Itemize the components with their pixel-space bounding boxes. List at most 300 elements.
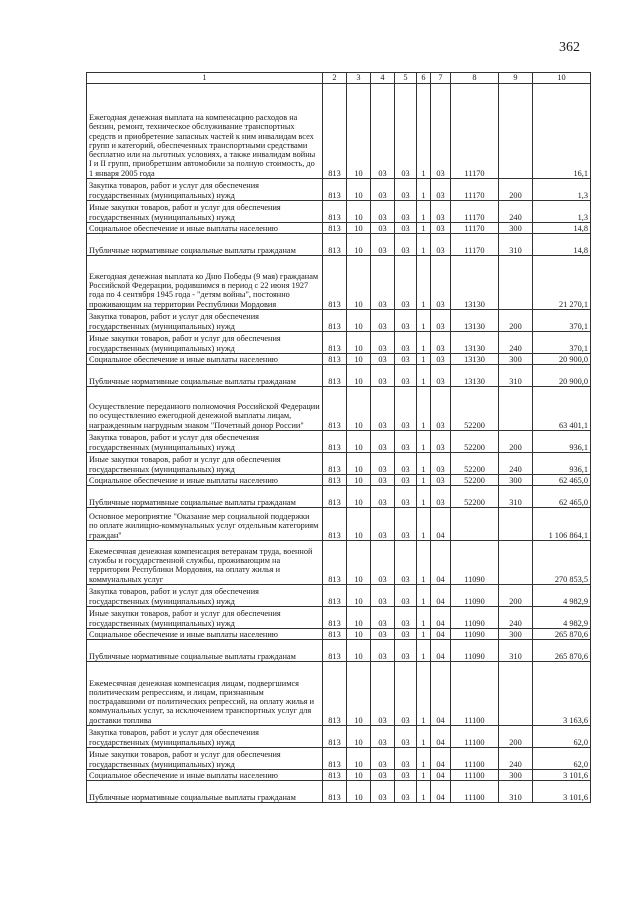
row-section-cell: 10 <box>347 179 371 201</box>
row-amount-cell: 370,1 <box>533 310 591 332</box>
table-row <box>87 475 591 486</box>
row-program-cell: 03 <box>395 431 417 453</box>
column-header: 6 <box>417 73 431 84</box>
row-section-cell: 10 <box>347 748 371 770</box>
row-program-cell: 03 <box>395 770 417 781</box>
row-name-cell: Ежемесячная денежная компенсация ветеранам труда, военной службы и государственной службы, проживающим на территории Республики Мордовия, на оплату жилья и коммунальных услуг <box>87 541 323 585</box>
row-target-cell: 11090 <box>451 541 499 585</box>
row-activity-cell: 04 <box>431 770 451 781</box>
row-code-cell: 813 <box>323 748 347 770</box>
row-subprogram-cell: 1 <box>417 585 431 607</box>
row-expense-type-cell: 240 <box>499 748 533 770</box>
row-subprogram-cell: 1 <box>417 256 431 310</box>
row-name-cell: Социальное обеспечение и иные выплаты населению <box>87 223 323 234</box>
row-code-cell: 813 <box>323 508 347 541</box>
row-target-cell: 11170 <box>451 234 499 256</box>
row-name-cell: Социальное обеспечение и иные выплаты населению <box>87 629 323 640</box>
row-expense-type-cell: 310 <box>499 486 533 508</box>
row-activity-cell: 04 <box>431 726 451 748</box>
row-program-cell: 03 <box>395 365 417 387</box>
row-activity-cell: 04 <box>431 607 451 629</box>
row-activity-cell: 03 <box>431 453 451 475</box>
row-activity-cell: 04 <box>431 781 451 803</box>
row-name-cell: Публичные нормативные социальные выплаты гражданам <box>87 365 323 387</box>
row-amount-cell: 1,3 <box>533 179 591 201</box>
row-program-cell: 03 <box>395 256 417 310</box>
row-subprogram-cell: 1 <box>417 662 431 726</box>
row-subsection-cell: 03 <box>371 387 395 431</box>
row-expense-type-cell: 200 <box>499 431 533 453</box>
row-expense-type-cell: 240 <box>499 332 533 354</box>
row-expense-type-cell: 200 <box>499 726 533 748</box>
row-name-cell: Публичные нормативные социальные выплаты гражданам <box>87 234 323 256</box>
table-row <box>87 365 591 387</box>
row-subsection-cell: 03 <box>371 607 395 629</box>
row-subprogram-cell: 1 <box>417 387 431 431</box>
row-program-cell: 03 <box>395 310 417 332</box>
row-subsection-cell: 03 <box>371 234 395 256</box>
row-activity-cell: 03 <box>431 84 451 179</box>
row-section-cell: 10 <box>347 431 371 453</box>
row-section-cell: 10 <box>347 453 371 475</box>
row-code-cell: 813 <box>323 607 347 629</box>
row-subsection-cell: 03 <box>371 201 395 223</box>
table-row <box>87 486 591 508</box>
row-amount-cell: 936,1 <box>533 453 591 475</box>
row-subsection-cell: 03 <box>371 84 395 179</box>
row-section-cell: 10 <box>347 475 371 486</box>
table-row <box>87 387 591 431</box>
row-activity-cell: 04 <box>431 541 451 585</box>
table-row <box>87 781 591 803</box>
row-code-cell: 813 <box>323 201 347 223</box>
row-activity-cell: 04 <box>431 508 451 541</box>
row-amount-cell: 4 982,9 <box>533 585 591 607</box>
row-subprogram-cell: 1 <box>417 486 431 508</box>
row-amount-cell: 62,0 <box>533 748 591 770</box>
row-target-cell: 52200 <box>451 486 499 508</box>
row-name-cell: Основное мероприятие "Оказание мер социальной поддержки по оплате жилищно-коммунальных услуг отдельным категориям граждан" <box>87 508 323 541</box>
row-name-cell: Социальное обеспечение и иные выплаты населению <box>87 354 323 365</box>
row-expense-type-cell: 310 <box>499 640 533 662</box>
table-row <box>87 179 591 201</box>
row-program-cell: 03 <box>395 541 417 585</box>
row-expense-type-cell: 240 <box>499 201 533 223</box>
row-subsection-cell: 03 <box>371 640 395 662</box>
column-header: 8 <box>451 73 499 84</box>
row-activity-cell: 03 <box>431 475 451 486</box>
table-row <box>87 662 591 726</box>
row-expense-type-cell <box>499 84 533 179</box>
row-code-cell: 813 <box>323 310 347 332</box>
row-section-cell: 10 <box>347 310 371 332</box>
column-header: 1 <box>87 73 323 84</box>
table-row <box>87 332 591 354</box>
row-subsection-cell: 03 <box>371 310 395 332</box>
row-expense-type-cell: 310 <box>499 234 533 256</box>
row-expense-type-cell: 240 <box>499 607 533 629</box>
row-amount-cell: 270 853,5 <box>533 541 591 585</box>
table-row <box>87 431 591 453</box>
row-code-cell: 813 <box>323 541 347 585</box>
row-subsection-cell: 03 <box>371 541 395 585</box>
row-expense-type-cell: 200 <box>499 310 533 332</box>
row-name-cell: Иные закупки товаров, работ и услуг для обеспечения государственных (муниципальных) нужд <box>87 748 323 770</box>
row-amount-cell: 20 900,0 <box>533 365 591 387</box>
row-target-cell: 11170 <box>451 84 499 179</box>
row-program-cell: 03 <box>395 629 417 640</box>
row-section-cell: 10 <box>347 508 371 541</box>
row-target-cell: 11170 <box>451 223 499 234</box>
row-amount-cell: 14,8 <box>533 223 591 234</box>
row-subprogram-cell: 1 <box>417 365 431 387</box>
row-subsection-cell: 03 <box>371 431 395 453</box>
table-row <box>87 726 591 748</box>
row-amount-cell: 62 465,0 <box>533 486 591 508</box>
row-name-cell: Ежегодная денежная выплата на компенсацию расходов на бензин, ремонт, техническое обслуживание транспортных средств и приобретение запасных частей к ним инвалидам всех групп и категорий, обеспеченных транспортными средствами бесплатно или на льготных условиях, а также инвалидам войны I и II групп, приобретшим автомобили за полную стоимость, до 1 января 2005 года <box>87 84 323 179</box>
row-code-cell: 813 <box>323 475 347 486</box>
row-program-cell: 03 <box>395 640 417 662</box>
row-program-cell: 03 <box>395 585 417 607</box>
row-subprogram-cell: 1 <box>417 770 431 781</box>
table-body <box>87 84 591 803</box>
row-code-cell: 813 <box>323 585 347 607</box>
row-subprogram-cell: 1 <box>417 541 431 585</box>
column-header: 10 <box>533 73 591 84</box>
row-amount-cell: 62 465,0 <box>533 475 591 486</box>
row-expense-type-cell: 300 <box>499 629 533 640</box>
row-activity-cell: 03 <box>431 431 451 453</box>
table-row <box>87 640 591 662</box>
row-subprogram-cell: 1 <box>417 629 431 640</box>
row-target-cell: 11170 <box>451 201 499 223</box>
table-row <box>87 310 591 332</box>
row-code-cell: 813 <box>323 486 347 508</box>
row-subprogram-cell: 1 <box>417 84 431 179</box>
row-name-cell: Ежегодная денежная выплата ко Дню Победы (9 мая) гражданам Российской Федерации, родившимся в период с 22 июня 1927 года по 4 сентября 1945 года - "детям войны", постоянно проживающим на территории Республики Мордовия <box>87 256 323 310</box>
row-subprogram-cell: 1 <box>417 431 431 453</box>
row-activity-cell: 03 <box>431 332 451 354</box>
row-expense-type-cell <box>499 256 533 310</box>
row-code-cell: 813 <box>323 256 347 310</box>
row-expense-type-cell: 300 <box>499 770 533 781</box>
header-row <box>87 73 591 84</box>
row-name-cell: Закупка товаров, работ и услуг для обеспечения государственных (муниципальных) нужд <box>87 310 323 332</box>
row-section-cell: 10 <box>347 770 371 781</box>
row-activity-cell: 03 <box>431 486 451 508</box>
row-expense-type-cell: 200 <box>499 179 533 201</box>
column-header: 5 <box>395 73 417 84</box>
row-code-cell: 813 <box>323 332 347 354</box>
row-code-cell: 813 <box>323 640 347 662</box>
row-name-cell: Закупка товаров, работ и услуг для обеспечения государственных (муниципальных) нужд <box>87 585 323 607</box>
row-target-cell: 52200 <box>451 431 499 453</box>
table-row <box>87 629 591 640</box>
row-subsection-cell: 03 <box>371 332 395 354</box>
row-expense-type-cell <box>499 662 533 726</box>
row-section-cell: 10 <box>347 332 371 354</box>
row-amount-cell: 14,8 <box>533 234 591 256</box>
row-amount-cell: 3 101,6 <box>533 781 591 803</box>
row-subsection-cell: 03 <box>371 486 395 508</box>
row-activity-cell: 04 <box>431 662 451 726</box>
row-target-cell: 13130 <box>451 365 499 387</box>
row-subsection-cell: 03 <box>371 475 395 486</box>
row-section-cell: 10 <box>347 585 371 607</box>
table-row <box>87 201 591 223</box>
column-header: 9 <box>499 73 533 84</box>
row-subsection-cell: 03 <box>371 453 395 475</box>
row-target-cell: 11100 <box>451 748 499 770</box>
row-program-cell: 03 <box>395 223 417 234</box>
row-amount-cell: 21 270,1 <box>533 256 591 310</box>
row-name-cell: Иные закупки товаров, работ и услуг для обеспечения государственных (муниципальных) нужд <box>87 201 323 223</box>
row-amount-cell: 370,1 <box>533 332 591 354</box>
row-subsection-cell: 03 <box>371 365 395 387</box>
row-code-cell: 813 <box>323 179 347 201</box>
row-program-cell: 03 <box>395 387 417 431</box>
row-name-cell: Социальное обеспечение и иные выплаты населению <box>87 475 323 486</box>
row-amount-cell: 4 982,9 <box>533 607 591 629</box>
row-expense-type-cell: 240 <box>499 453 533 475</box>
row-section-cell: 10 <box>347 256 371 310</box>
row-section-cell: 10 <box>347 201 371 223</box>
row-activity-cell: 04 <box>431 748 451 770</box>
row-subsection-cell: 03 <box>371 585 395 607</box>
row-subsection-cell: 03 <box>371 354 395 365</box>
row-code-cell: 813 <box>323 354 347 365</box>
table-row <box>87 607 591 629</box>
row-subprogram-cell: 1 <box>417 607 431 629</box>
row-target-cell: 11100 <box>451 770 499 781</box>
row-section-cell: 10 <box>347 726 371 748</box>
row-section-cell: 10 <box>347 84 371 179</box>
row-program-cell: 03 <box>395 726 417 748</box>
row-target-cell: 13130 <box>451 256 499 310</box>
row-amount-cell: 265 870,6 <box>533 640 591 662</box>
row-target-cell: 11090 <box>451 607 499 629</box>
row-target-cell: 11100 <box>451 662 499 726</box>
row-section-cell: 10 <box>347 607 371 629</box>
row-program-cell: 03 <box>395 201 417 223</box>
row-subsection-cell: 03 <box>371 256 395 310</box>
table-row <box>87 748 591 770</box>
column-header: 4 <box>371 73 395 84</box>
row-name-cell: Закупка товаров, работ и услуг для обеспечения государственных (муниципальных) нужд <box>87 431 323 453</box>
table-row <box>87 585 591 607</box>
row-target-cell: 52200 <box>451 453 499 475</box>
row-subprogram-cell: 1 <box>417 179 431 201</box>
row-target-cell: 11170 <box>451 179 499 201</box>
row-activity-cell: 04 <box>431 640 451 662</box>
row-name-cell: Иные закупки товаров, работ и услуг для обеспечения государственных (муниципальных) нужд <box>87 332 323 354</box>
table-row <box>87 84 591 179</box>
row-name-cell: Иные закупки товаров, работ и услуг для обеспечения государственных (муниципальных) нужд <box>87 607 323 629</box>
row-activity-cell: 03 <box>431 179 451 201</box>
row-amount-cell: 63 401,1 <box>533 387 591 431</box>
row-subprogram-cell: 1 <box>417 234 431 256</box>
row-activity-cell: 03 <box>431 387 451 431</box>
row-subprogram-cell: 1 <box>417 310 431 332</box>
table-row <box>87 256 591 310</box>
row-activity-cell: 03 <box>431 256 451 310</box>
row-expense-type-cell: 310 <box>499 781 533 803</box>
table-row <box>87 354 591 365</box>
row-program-cell: 03 <box>395 332 417 354</box>
row-amount-cell: 1,3 <box>533 201 591 223</box>
page-number: 362 <box>559 40 580 55</box>
row-expense-type-cell: 200 <box>499 585 533 607</box>
row-code-cell: 813 <box>323 781 347 803</box>
row-activity-cell: 03 <box>431 223 451 234</box>
row-section-cell: 10 <box>347 662 371 726</box>
row-amount-cell: 20 900,0 <box>533 354 591 365</box>
table-row <box>87 223 591 234</box>
row-activity-cell: 04 <box>431 585 451 607</box>
table-row <box>87 508 591 541</box>
row-activity-cell: 03 <box>431 365 451 387</box>
row-target-cell: 13130 <box>451 310 499 332</box>
row-name-cell: Закупка товаров, работ и услуг для обеспечения государственных (муниципальных) нужд <box>87 179 323 201</box>
row-name-cell: Публичные нормативные социальные выплаты гражданам <box>87 486 323 508</box>
row-name-cell: Иные закупки товаров, работ и услуг для обеспечения государственных (муниципальных) нужд <box>87 453 323 475</box>
row-program-cell: 03 <box>395 234 417 256</box>
row-subsection-cell: 03 <box>371 781 395 803</box>
row-subprogram-cell: 1 <box>417 726 431 748</box>
row-section-cell: 10 <box>347 486 371 508</box>
row-subprogram-cell: 1 <box>417 201 431 223</box>
row-section-cell: 10 <box>347 629 371 640</box>
row-section-cell: 10 <box>347 781 371 803</box>
row-subprogram-cell: 1 <box>417 223 431 234</box>
row-program-cell: 03 <box>395 662 417 726</box>
row-expense-type-cell: 310 <box>499 365 533 387</box>
row-subsection-cell: 03 <box>371 748 395 770</box>
row-amount-cell: 1 106 864,1 <box>533 508 591 541</box>
row-expense-type-cell <box>499 387 533 431</box>
row-code-cell: 813 <box>323 234 347 256</box>
row-expense-type-cell: 300 <box>499 223 533 234</box>
row-subprogram-cell: 1 <box>417 508 431 541</box>
row-target-cell: 11090 <box>451 640 499 662</box>
row-section-cell: 10 <box>347 234 371 256</box>
row-target-cell: 11090 <box>451 629 499 640</box>
row-activity-cell: 03 <box>431 234 451 256</box>
row-code-cell: 813 <box>323 770 347 781</box>
row-amount-cell: 936,1 <box>533 431 591 453</box>
row-target-cell: 11090 <box>451 585 499 607</box>
row-program-cell: 03 <box>395 179 417 201</box>
row-target-cell: 52200 <box>451 475 499 486</box>
row-code-cell: 813 <box>323 453 347 475</box>
row-code-cell: 813 <box>323 726 347 748</box>
column-header: 3 <box>347 73 371 84</box>
row-name-cell: Публичные нормативные социальные выплаты гражданам <box>87 781 323 803</box>
row-subprogram-cell: 1 <box>417 748 431 770</box>
row-amount-cell: 16,1 <box>533 84 591 179</box>
row-subsection-cell: 03 <box>371 726 395 748</box>
row-activity-cell: 04 <box>431 629 451 640</box>
row-subsection-cell: 03 <box>371 179 395 201</box>
row-amount-cell: 62,0 <box>533 726 591 748</box>
row-expense-type-cell <box>499 508 533 541</box>
row-section-cell: 10 <box>347 541 371 585</box>
row-name-cell: Ежемесячная денежная компенсация лицам, подвергшимся политическим репрессиям, и лицам, признанным пострадавшими от политических репрессий, на оплату жилья и коммунальных услуг, за исключением транспортных услуг для доставки топлива <box>87 662 323 726</box>
row-section-cell: 10 <box>347 354 371 365</box>
row-name-cell: Публичные нормативные социальные выплаты гражданам <box>87 640 323 662</box>
table-row <box>87 453 591 475</box>
column-header: 7 <box>431 73 451 84</box>
row-subprogram-cell: 1 <box>417 475 431 486</box>
row-subprogram-cell: 1 <box>417 332 431 354</box>
row-target-cell: 13130 <box>451 354 499 365</box>
row-program-cell: 03 <box>395 354 417 365</box>
row-subprogram-cell: 1 <box>417 640 431 662</box>
row-code-cell: 813 <box>323 629 347 640</box>
row-activity-cell: 03 <box>431 310 451 332</box>
row-program-cell: 03 <box>395 453 417 475</box>
row-target-cell: 11100 <box>451 726 499 748</box>
row-section-cell: 10 <box>347 640 371 662</box>
row-code-cell: 813 <box>323 365 347 387</box>
row-target-cell: 52200 <box>451 387 499 431</box>
table-row <box>87 234 591 256</box>
row-target-cell: 11100 <box>451 781 499 803</box>
row-section-cell: 10 <box>347 387 371 431</box>
row-program-cell: 03 <box>395 486 417 508</box>
row-program-cell: 03 <box>395 475 417 486</box>
row-amount-cell: 265 870,6 <box>533 629 591 640</box>
row-subprogram-cell: 1 <box>417 354 431 365</box>
row-name-cell: Социальное обеспечение и иные выплаты населению <box>87 770 323 781</box>
row-code-cell: 813 <box>323 223 347 234</box>
row-activity-cell: 03 <box>431 354 451 365</box>
table-row <box>87 770 591 781</box>
budget-table <box>86 72 591 803</box>
row-code-cell: 813 <box>323 84 347 179</box>
column-header: 2 <box>323 73 347 84</box>
row-activity-cell: 03 <box>431 201 451 223</box>
row-expense-type-cell: 300 <box>499 475 533 486</box>
row-name-cell: Закупка товаров, работ и услуг для обеспечения государственных (муниципальных) нужд <box>87 726 323 748</box>
row-program-cell: 03 <box>395 508 417 541</box>
row-program-cell: 03 <box>395 781 417 803</box>
row-program-cell: 03 <box>395 748 417 770</box>
row-subsection-cell: 03 <box>371 508 395 541</box>
row-subsection-cell: 03 <box>371 223 395 234</box>
row-target-cell <box>451 508 499 541</box>
row-code-cell: 813 <box>323 431 347 453</box>
row-amount-cell: 3 163,6 <box>533 662 591 726</box>
row-expense-type-cell: 300 <box>499 354 533 365</box>
row-subprogram-cell: 1 <box>417 781 431 803</box>
row-subsection-cell: 03 <box>371 770 395 781</box>
row-target-cell: 13130 <box>451 332 499 354</box>
table-row <box>87 541 591 585</box>
row-program-cell: 03 <box>395 84 417 179</box>
row-program-cell: 03 <box>395 607 417 629</box>
row-section-cell: 10 <box>347 223 371 234</box>
row-amount-cell: 3 101,6 <box>533 770 591 781</box>
row-section-cell: 10 <box>347 365 371 387</box>
row-expense-type-cell <box>499 541 533 585</box>
row-subprogram-cell: 1 <box>417 453 431 475</box>
row-subsection-cell: 03 <box>371 629 395 640</box>
row-name-cell: Осуществление переданного полномочия Российской Федерации по осуществлению ежегодной денежной выплаты лицам, награжденным нагрудным знаком "Почетный донор России" <box>87 387 323 431</box>
row-code-cell: 813 <box>323 387 347 431</box>
row-code-cell: 813 <box>323 662 347 726</box>
row-subsection-cell: 03 <box>371 662 395 726</box>
